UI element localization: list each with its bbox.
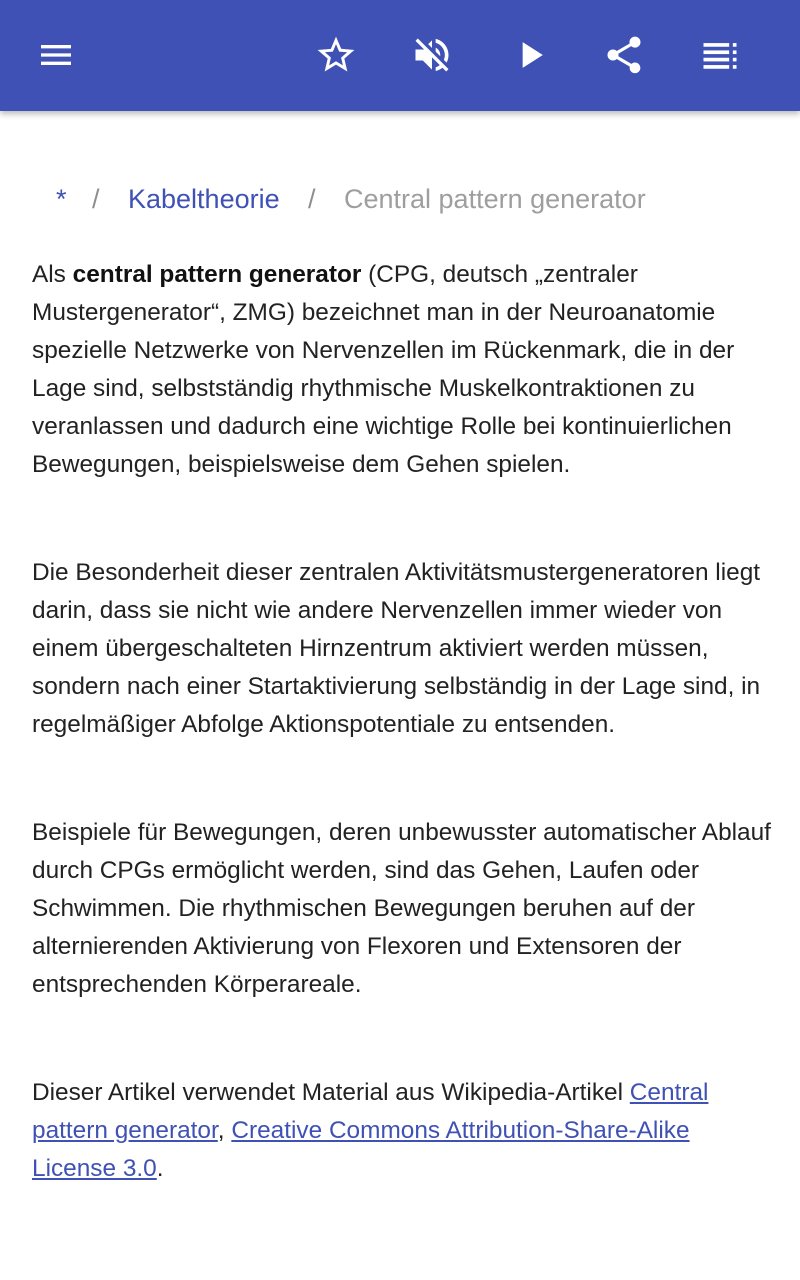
mute-button[interactable]	[408, 21, 456, 89]
breadcrumb-separator: /	[308, 184, 316, 214]
menu-button[interactable]	[32, 21, 80, 89]
attribution-comma: ,	[217, 1117, 232, 1144]
breadcrumb-separator: /	[92, 184, 100, 214]
star-outline-icon	[314, 33, 358, 77]
attribution-text: Dieser Artikel verwendet Material aus Wikipedia-Artikel	[32, 1079, 630, 1106]
article-paragraph-3: Beispiele für Bewegungen, deren unbewusster automatischer Ablauf durch CPGs ermöglicht werden, sind das Gehen, Laufen oder Schwimmen. Die rhythmischen Bewegungen beruhen auf der alternierenden Aktivierung von Flexoren und Extensoren der entsprechenden Körperareale.	[32, 819, 771, 998]
article-content	[0, 111, 800, 1280]
paragraph-text: (CPG, deutsch „zentraler Mustergenerator“, ZMG) bezeichnet man in der Neuroanatomie spezielle Netzwerke von Nervenzellen im Rückenmark, die in der Lage sind, selbstständig rhythmische Muskelkontraktionen zu veranlassen und dadurch eine wichtige Rolle bei kontinuierlichen Bewegungen, beispielsweise dem Gehen spielen.	[32, 261, 735, 478]
breadcrumb-current: Central pattern generator	[344, 184, 646, 214]
wikipedia-article-link[interactable]: Central pattern generator	[32, 1079, 709, 1144]
article-paragraph-1	[32, 256, 772, 484]
play-button[interactable]	[506, 21, 554, 89]
share-icon	[602, 33, 646, 77]
breadcrumb-root-link[interactable]: *	[56, 184, 67, 214]
play-icon	[508, 33, 552, 77]
article-paragraph-2: Die Besonderheit dieser zentralen Aktivitätsmustergeneratoren liegt darin, dass sie nicht wie andere Nervenzellen immer wieder von einem übergeschalteten Hirnzentrum aktiviert werden müssen, sondern nach einer Startaktivierung selbständig in der Lage sind, in regelmäßiger Abfolge Aktionspotentiale zu entsenden.	[32, 559, 761, 738]
breadcrumb-parent-link[interactable]: Kabeltheorie	[128, 184, 280, 214]
attribution-note	[32, 1074, 772, 1188]
menu-icon	[36, 35, 76, 75]
breadcrumb	[0, 181, 800, 217]
share-button[interactable]	[600, 21, 648, 89]
contents-button[interactable]	[696, 21, 744, 89]
favorite-button[interactable]	[312, 21, 360, 89]
license-link[interactable]: Creative Commons Attribution-Share-Alike License 3.0	[32, 1117, 690, 1182]
playlist-icon	[698, 33, 742, 77]
app-toolbar	[0, 0, 800, 111]
attribution-period: .	[156, 1155, 164, 1182]
volume-off-icon	[410, 33, 454, 77]
article-term: central pattern generator	[72, 261, 362, 288]
paragraph-prefix: Als	[32, 261, 73, 288]
